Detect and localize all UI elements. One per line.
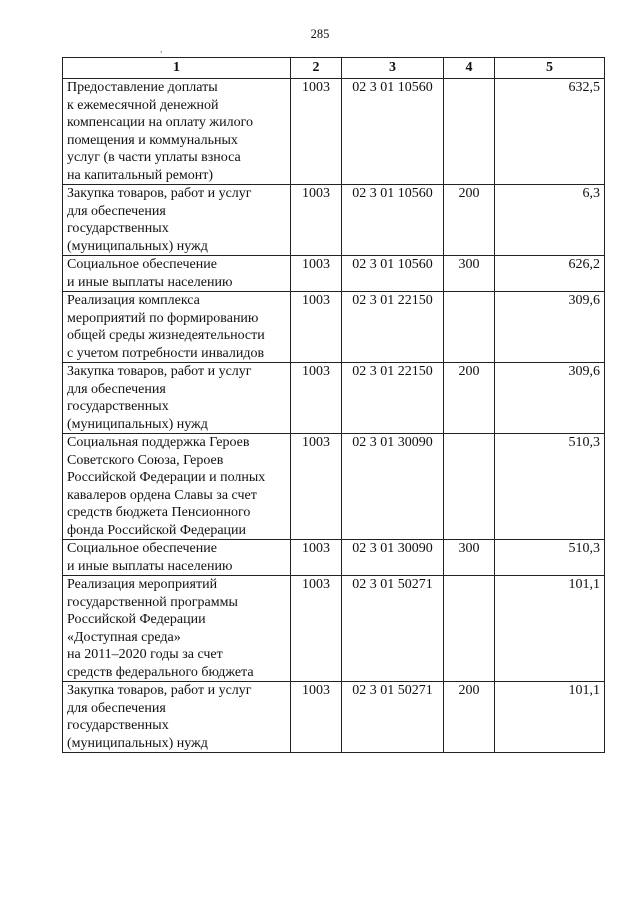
row-code: 02 3 01 30090 [342,434,444,540]
row-type: 300 [444,540,495,576]
row-code: 02 3 01 10560 [342,185,444,256]
table-row [63,292,605,363]
row-amount: 309,6 [495,363,605,434]
row-type: 200 [444,682,495,753]
header-row [63,58,605,79]
row-section: 1003 [291,292,342,363]
header-col-4: 4 [444,58,495,79]
budget-table [62,57,605,753]
row-type [444,576,495,682]
row-section: 1003 [291,576,342,682]
row-amount: 6,3 [495,185,605,256]
row-section: 1003 [291,256,342,292]
row-amount: 309,6 [495,292,605,363]
header-col-2: 2 [291,58,342,79]
row-type [444,79,495,185]
row-name: Предоставление доплаты к ежемесячной денежной компенсации на оплату жилого помещения и коммунальных услуг (в части уплаты взноса на капитальный ремонт) [63,79,291,185]
page-number: 285 [310,27,330,41]
row-amount: 626,2 [495,256,605,292]
table-row [63,363,605,434]
table-row [63,576,605,682]
header-col-1: 1 [63,58,291,79]
row-type: 300 [444,256,495,292]
row-name: Социальная поддержка Героев Советского Союза, Героев Российской Федерации и полных кавалеров ордена Славы за счет средств бюджета Пенсионного фонда Российской Федерации [63,434,291,540]
row-type: 200 [444,185,495,256]
table-row [63,682,605,753]
table-row [63,256,605,292]
row-section: 1003 [291,682,342,753]
row-code: 02 3 01 10560 [342,79,444,185]
row-type [444,434,495,540]
row-type [444,292,495,363]
row-name: Реализация мероприятий государственной программы Российской Федерации «Доступная среда» на 2011–2020 годы за счет средств федерального бюджета [63,576,291,682]
row-amount: 101,1 [495,576,605,682]
table-row [63,185,605,256]
row-type: 200 [444,363,495,434]
row-code: 02 3 01 22150 [342,363,444,434]
row-section: 1003 [291,363,342,434]
row-code: 02 3 01 10560 [342,256,444,292]
row-name: Закупка товаров, работ и услуг для обеспечения государственных (муниципальных) нужд [63,185,291,256]
table-row [63,540,605,576]
row-code: 02 3 01 50271 [342,682,444,753]
row-section: 1003 [291,79,342,185]
row-amount: 632,5 [495,79,605,185]
table-row [63,434,605,540]
row-name: Закупка товаров, работ и услуг для обеспечения государственных (муниципальных) нужд [63,363,291,434]
row-amount: 510,3 [495,540,605,576]
row-code: 02 3 01 50271 [342,576,444,682]
row-name: Социальное обеспечение и иные выплаты населению [63,256,291,292]
scan-mark: , [160,44,163,55]
row-section: 1003 [291,434,342,540]
row-name: Закупка товаров, работ и услуг для обеспечения государственных (муниципальных) нужд [63,682,291,753]
row-code: 02 3 01 22150 [342,292,444,363]
row-code: 02 3 01 30090 [342,540,444,576]
row-section: 1003 [291,185,342,256]
row-section: 1003 [291,540,342,576]
header-col-3: 3 [342,58,444,79]
header-col-5: 5 [495,58,605,79]
row-name: Социальное обеспечение и иные выплаты населению [63,540,291,576]
row-amount: 101,1 [495,682,605,753]
row-name: Реализация комплекса мероприятий по формированию общей среды жизнедеятельности с учетом потребности инвалидов [63,292,291,363]
row-amount: 510,3 [495,434,605,540]
table-row [63,79,605,185]
